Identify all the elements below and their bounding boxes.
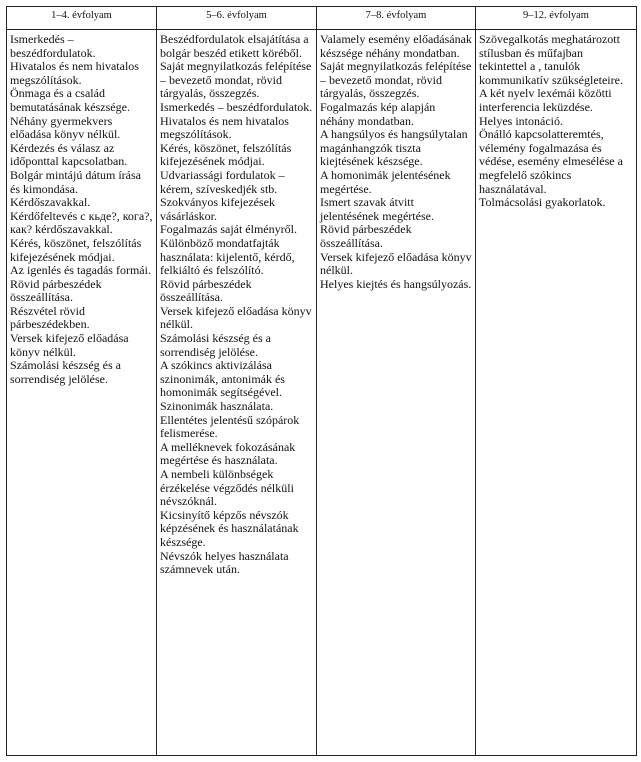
list-item: Szokványos kifejezések vásárláskor. [160,195,275,223]
list-item: Helyes intonáció. [479,113,563,128]
cell-grade-5-6 [157,30,317,756]
list-item: Ismert szavak átvitt jelentésének megértése. [320,195,434,223]
list-item: Szinonimák használata. [160,399,274,414]
header-grade-5-6: 5–6. évfolyam [157,7,317,30]
list-item: A szókincs aktivizálása szinonimák, antonimák és homonimák segítségével. [160,358,285,400]
list-item: Rövid párbeszédek összeállítása. [10,276,102,305]
list-item: Ismerkedés – beszédfordulatok. [10,32,96,60]
list-item: Helyes kiejtés és hangsúlyozás. [320,276,472,291]
header-grade-1-4: 1–4. évfolyam [7,7,157,30]
list-item: Hivatalos és nem hivatalos megszólítások. [10,59,139,87]
list-item: Kérdőszavakkal. [10,195,91,210]
cell-grade-1-4 [7,30,157,756]
list-item: Udvariassági fordulatok – kérem, szíveskedjék stb. [160,167,285,196]
list-item: A homonimák jelentésének megértése. [320,167,451,196]
list-item: Ismerkedés – beszédfordulatok. [160,99,313,114]
content-row [7,30,637,756]
list-item: Néhány gyermekvers előadása könyv nélkül. [10,113,121,142]
list-item: Valamely esemény előadásának készsége néhány mondatban. [320,32,472,60]
header-grade-7-8: 7–8. évfolyam [317,7,476,30]
header-row [7,7,637,30]
list-item: Kérés, köszönet, felszólítás kifejezésének módjai. [160,140,292,169]
list-item: Versek kifejező előadása könyv nélkül. [160,303,312,332]
list-item: Kérdezés és válasz az időponttal kapcsolatban. [10,140,128,169]
list-item: Szövegalkotás meghatározott stílusban és műfajban tekintettel a , tanulók kommunikatív szükségleteire. [479,32,623,87]
list-item: Versek kifejező előadása könyv nélkül. [320,249,472,278]
cell-grade-9-12 [476,30,637,756]
list-item: Versek kifejező előadása könyv nélkül. [10,331,129,359]
list-item: Részvétel rövid párbeszédekben. [10,303,90,332]
list-item: Saját megnyilatkozás felépítése – bevezető mondat, rövid tárgyalás, összegzés. [320,59,472,101]
list-item: Bolgár mintájú dátum írása és kimondása. [10,167,141,196]
list-item: Számolási készség és a sorrendiség jelölése. [10,358,121,386]
list-item: Kérés, köszönet, felszólítás kifejezésének módjai. [10,235,142,264]
list-item: A melléknevek fokozásának megértése és használata. [160,439,296,468]
list-item: Kicsinyítő képzős névszók képzésének és használatának készsége. [160,507,299,549]
list-item: Saját megnyilatkozás felépítése – bevezető mondat, rövid tárgyalás, összegzés. [160,59,312,101]
list-item: Hivatalos és nem hivatalos megszólítások. [160,113,289,142]
list-item: Ellentétes jelentésű szópárok felismerése. [160,412,300,441]
list-item: Önmaga és a család bemutatásának készsége. [10,86,130,114]
list-item: Fogalmazás kép alapján néhány mondatban. [320,99,436,128]
list-item: Az igenlés és tagadás formái. [10,263,151,278]
header-grade-9-12: 9–12. évfolyam [476,7,637,30]
list-item: Tolmácsolási gyakorlatok. [479,195,606,210]
curriculum-table [6,6,637,756]
list-item: Önálló kapcsolatteremtés, vélemény fogalmazása és védése, esemény elmesélése a megfelelő szókincs használatával. [479,127,623,196]
list-item: Kérdőfeltevés c кьде?, кога?, как? kérdőszavakkal. [10,208,153,237]
cell-grade-7-8 [317,30,476,756]
list-item: Különböző mondatfajták használata: kijelentő, kérdő, felkiáltó és felszólító. [160,235,295,278]
list-item: A hangsúlyos és hangsúlytalan magánhangzók tiszta kiejtésének készsége. [320,127,468,169]
list-item: Rövid párbeszédek összeállítása. [320,222,412,250]
list-item: Névszók helyes használata számnevek után. [160,548,289,577]
list-item: Beszédfordulatok elsajátítása a bolgár beszéd etikett köréből. [160,32,309,60]
list-item: A nembeli különbségek érzékelése végződés nélküli névszóknál. [160,467,294,509]
list-item: Fogalmazás saját élményről. [160,222,297,237]
list-item: A két nyelv lexémái közötti interferencia leküzdése. [479,86,612,114]
list-item: Számolási készség és a sorrendiség jelölése. [160,331,271,359]
list-item: Rövid párbeszédek összeállítása. [160,276,252,305]
